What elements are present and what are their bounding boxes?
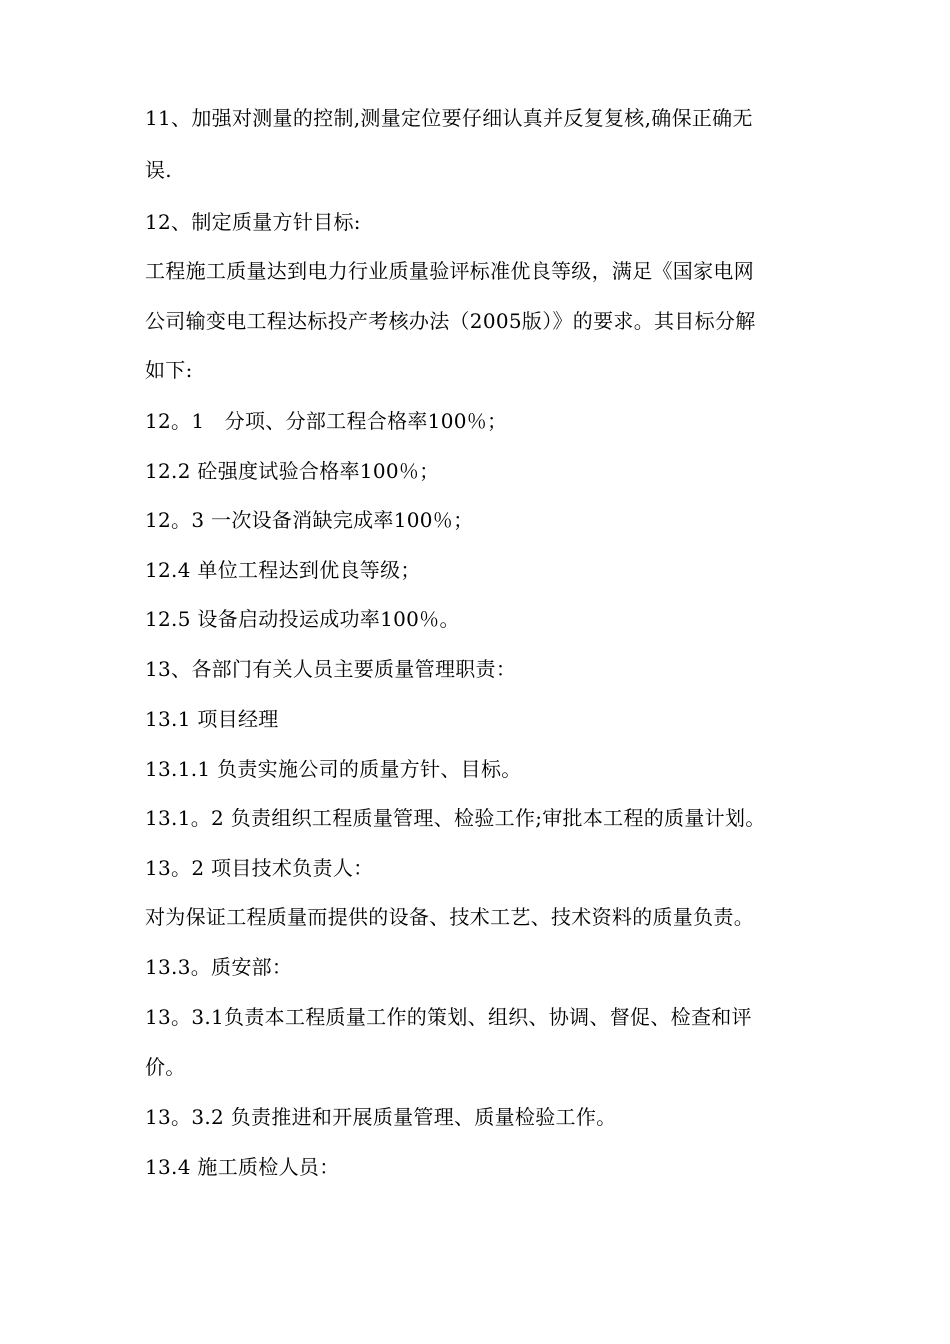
- text-line: 12.2 砼强度试验合格率100％；: [145, 459, 440, 483]
- text-line: 11、加强对测量的控制,测量定位要仔细认真并反复复核,确保正确无: [145, 106, 753, 130]
- text-line: 12.4 单位工程达到优良等级；: [145, 558, 421, 582]
- text-line: 工程施工质量达到电力行业质量验评标准优良等级，满足《国家电网: [145, 259, 754, 283]
- text-line: 公司输变电工程达标投产考核办法（2005版）》的要求。其目标分解: [145, 309, 756, 333]
- text-line: 如下:: [145, 358, 193, 382]
- text-line: 13.1 项目经理: [145, 707, 279, 731]
- text-line: 13。3.1负责本工程质量工作的策划、组织、协调、督促、检查和评: [145, 1005, 752, 1029]
- text-line: 价。: [145, 1055, 186, 1079]
- text-line: 13、各部门有关人员主要质量管理职责：: [145, 657, 517, 681]
- text-line: 13.4 施工质检人员：: [145, 1155, 340, 1179]
- text-line: 误.: [145, 158, 172, 182]
- text-line: 12。1 分项、分部工程合格率100％；: [145, 409, 508, 433]
- text-line: 12、制定质量方针目标:: [145, 210, 361, 234]
- text-line: 12。3 一次设备消缺完成率100％；: [145, 508, 474, 532]
- text-line: 13。2 项目技术负责人：: [145, 856, 374, 880]
- text-line: 13.1.1 负责实施公司的质量方针、目标。: [145, 757, 522, 781]
- text-line: 13.3。质安部：: [145, 955, 293, 979]
- text-line: 12.5 设备启动投运成功率100％。: [145, 607, 460, 631]
- text-line: 13。3.2 负责推进和开展质量管理、质量检验工作。: [145, 1105, 617, 1129]
- text-line: 13.1。2 负责组织工程质量管理、检验工作;审批本工程的质量计划。: [145, 806, 766, 830]
- text-line: 对为保证工程质量而提供的设备、技术工艺、技术资料的质量负责。: [145, 905, 754, 929]
